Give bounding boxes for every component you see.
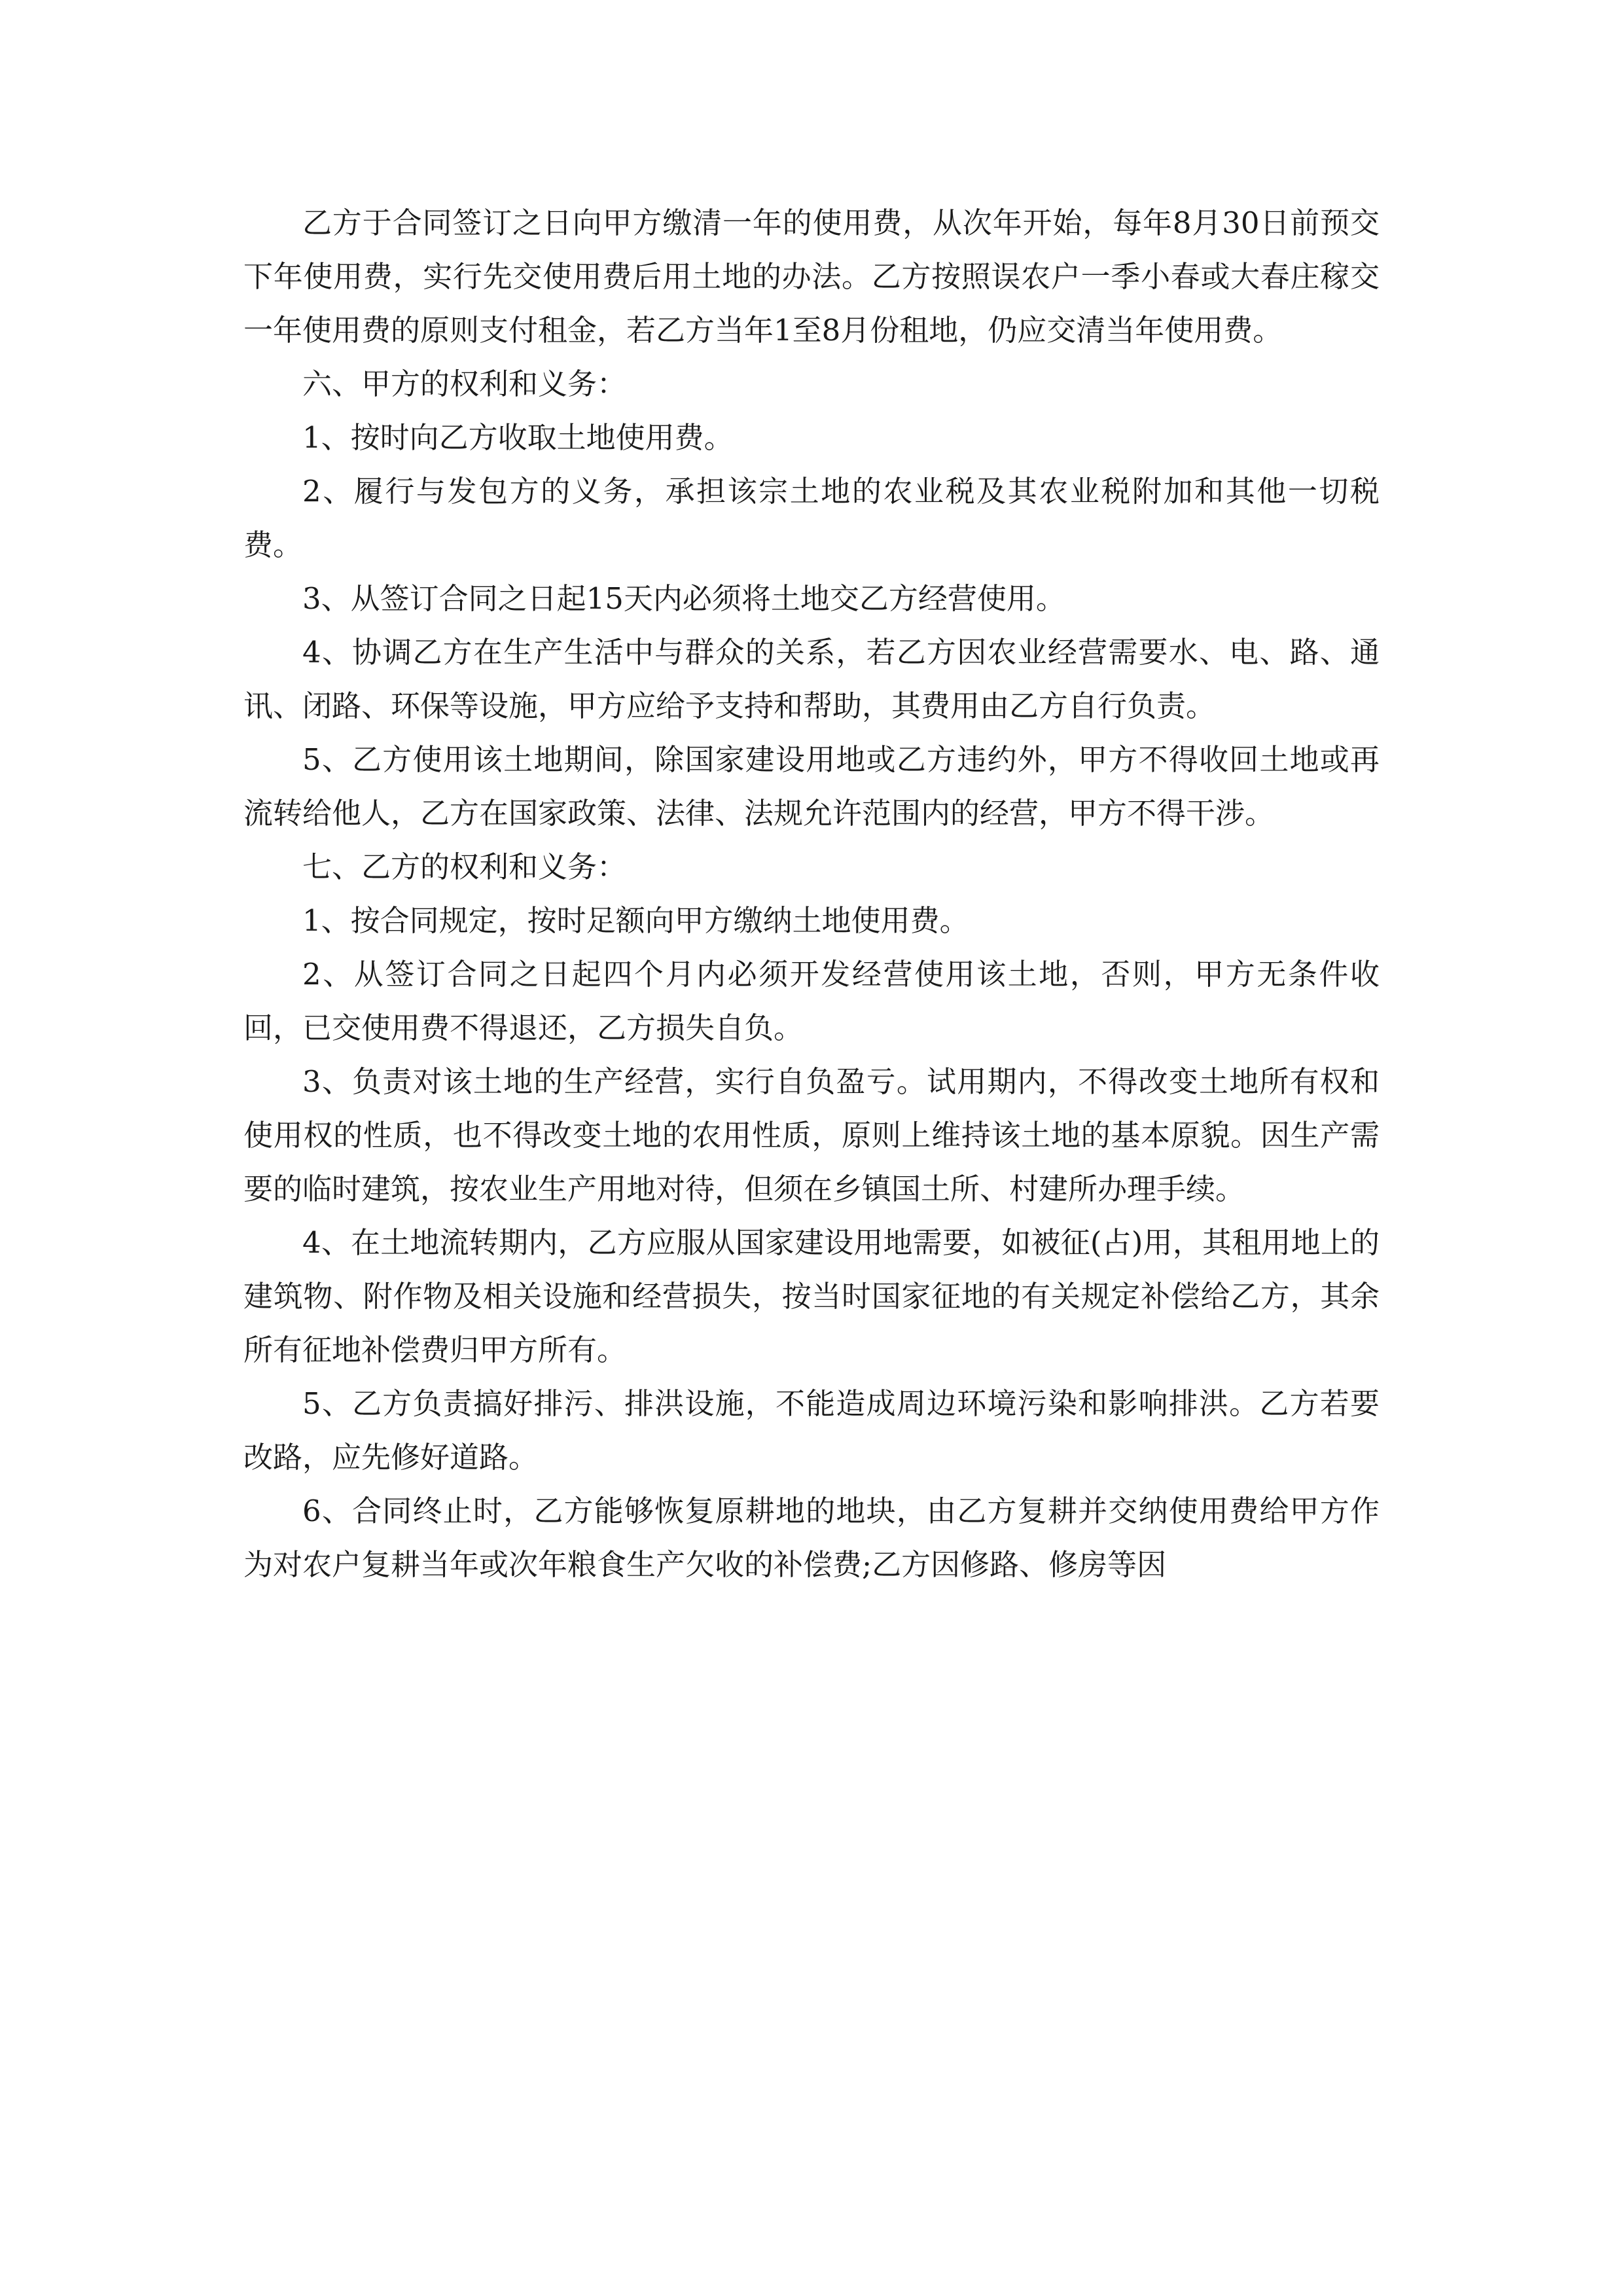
paragraph-b-6: 6、合同终止时，乙方能够恢复原耕地的地块，由乙方复耕并交纳使用费给甲方作为对农户复耕当年或次年粮食生产欠收的补偿费;乙方因修路、修房等因 xyxy=(243,1494,1380,1582)
paragraph-a-1: 1、按时向乙方收取土地使用费。 xyxy=(302,420,734,455)
paragraph-usage-fee: 乙方于合同签订之日向甲方缴清一年的使用费，从次年开始，每年8月30日前预交下年使用费，实行先交使用费后用土地的办法。乙方按照误农户一季小春或大春庄稼交一年使用费的原则支付租金，若乙方当年1至8月份租地，仍应交清当年使用费。 xyxy=(243,206,1380,348)
paragraph-b-4: 4、在土地流转期内，乙方应服从国家建设用地需要，如被征(占)用，其租用地上的建筑物、附作物及相关设施和经营损失，按当时国家征地的有关规定补偿给乙方，其余所有征地补偿费归甲方所有。 xyxy=(243,1225,1380,1367)
paragraph-b-5: 5、乙方负责搞好排污、排洪设施，不能造成周边环境污染和影响排洪。乙方若要改路，应先修好道路。 xyxy=(243,1386,1380,1475)
paragraph-a-5: 5、乙方使用该土地期间，除国家建设用地或乙方违约外，甲方不得收回土地或再流转给他人，乙方在国家政策、法律、法规允许范围内的经营，甲方不得干涉。 xyxy=(243,742,1380,831)
paragraph-a-2: 2、履行与发包方的义务，承担该宗土地的农业税及其农业税附加和其他一切税费。 xyxy=(243,474,1380,562)
section-heading-party-b: 七、乙方的权利和义务： xyxy=(302,850,627,884)
section-heading-party-a: 六、甲方的权利和义务： xyxy=(302,367,627,401)
paragraph-b-2: 2、从签订合同之日起四个月内必须开发经营使用该土地，否则，甲方无条件收回，已交使用费不得退还，乙方损失自负。 xyxy=(243,957,1380,1045)
paragraph-a-4: 4、协调乙方在生产生活中与群众的关系，若乙方因农业经营需要水、电、路、通讯、闭路、环保等设施，甲方应给予支持和帮助，其费用由乙方自行负责。 xyxy=(243,635,1380,723)
paragraph-a-3: 3、从签订合同之日起15天内必须将土地交乙方经营使用。 xyxy=(302,581,1065,616)
paragraph-b-1: 1、按合同规定，按时足额向甲方缴纳土地使用费。 xyxy=(302,903,969,938)
document-body xyxy=(243,196,1380,1592)
paragraph-b-3: 3、负责对该土地的生产经营，实行自负盈亏。试用期内，不得改变土地所有权和使用权的性质，也不得改变土地的农用性质，原则上维持该土地的基本原貌。因生产需要的临时建筑，按农业生产用地对待，但须在乡镇国土所、村建所办理手续。 xyxy=(243,1064,1380,1206)
